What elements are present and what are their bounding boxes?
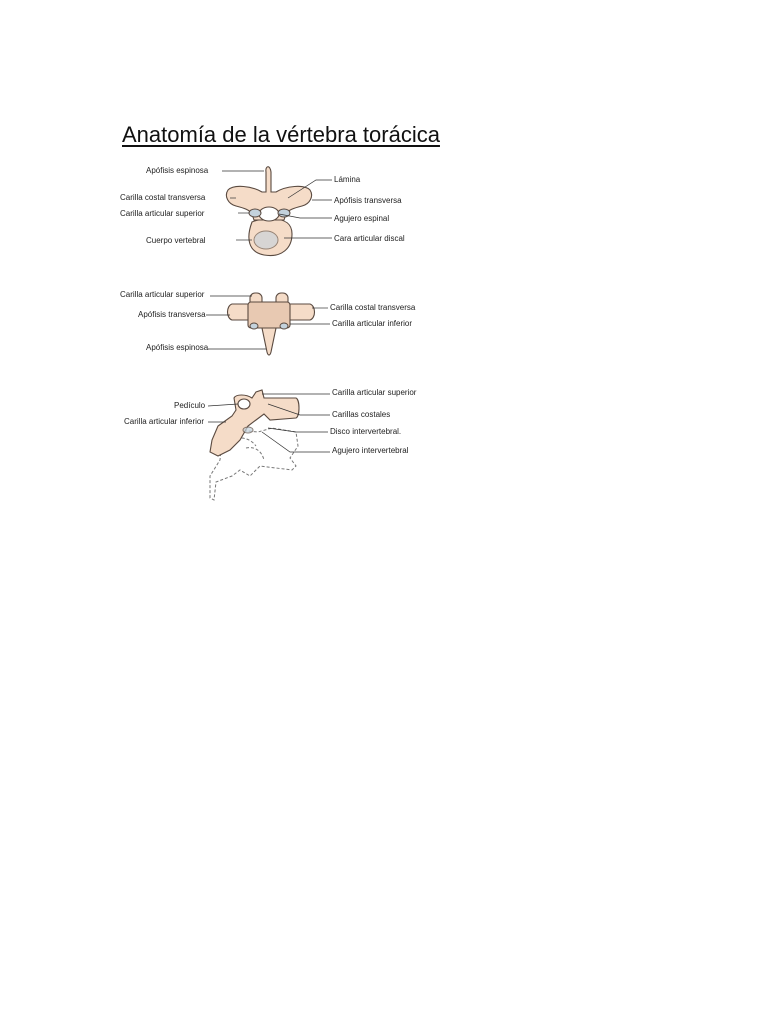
spinous-process-shape [262,328,276,355]
lateral-view [124,388,417,500]
costal-facet [243,427,253,433]
label-carilla-articular-superior-2: Carilla articular superior [120,290,205,299]
label-carilla-articular-inferior-2: Carilla articular inferior [124,417,205,426]
label-carilla-costal-transversa-2: Carilla costal transversa [330,303,416,312]
inferior-articular-facet-right [280,323,288,329]
label-agujero-espinal: Agujero espinal [334,214,390,223]
label-cara-articular-discal: Cara articular discal [334,234,405,243]
inferior-articular-facet-left [250,323,258,329]
spinal-foramen-shape [259,207,279,221]
label-carilla-articular-inferior: Carilla articular inferior [332,319,413,328]
label-carilla-articular-superior: Carilla articular superior [120,209,205,218]
posterior-view [120,290,416,355]
label-carilla-articular-superior-3: Carilla articular superior [332,388,417,397]
label-disco-intervertebral: Disco intervertebral. [330,427,402,436]
label-apofisis-transversa: Apófisis transversa [334,196,402,205]
label-lamina: Lámina [334,175,361,184]
pedicle-circle [238,399,250,409]
label-apofisis-espinosa-2: Apófisis espinosa [146,343,209,352]
disc-articular-surface [254,231,278,249]
label-cuerpo-vertebral: Cuerpo vertebral [146,236,206,245]
label-apofisis-espinosa: Apófisis espinosa [146,166,209,175]
superior-articular-facet-left [249,209,261,217]
superior-view [120,166,405,256]
page-title: Anatomía de la vértebra torácica [122,122,440,147]
label-apofisis-transversa-2: Apófisis transversa [138,310,206,319]
label-pediculo: Pedículo [174,401,206,410]
label-carillas-costales: Carillas costales [332,410,391,419]
dashed-foramen-outline [246,448,264,460]
label-agujero-intervertebral: Agujero intervertebral [332,446,409,455]
label-carilla-costal-transversa: Carilla costal transversa [120,193,206,202]
lateral-vertebra-shape [210,390,299,456]
